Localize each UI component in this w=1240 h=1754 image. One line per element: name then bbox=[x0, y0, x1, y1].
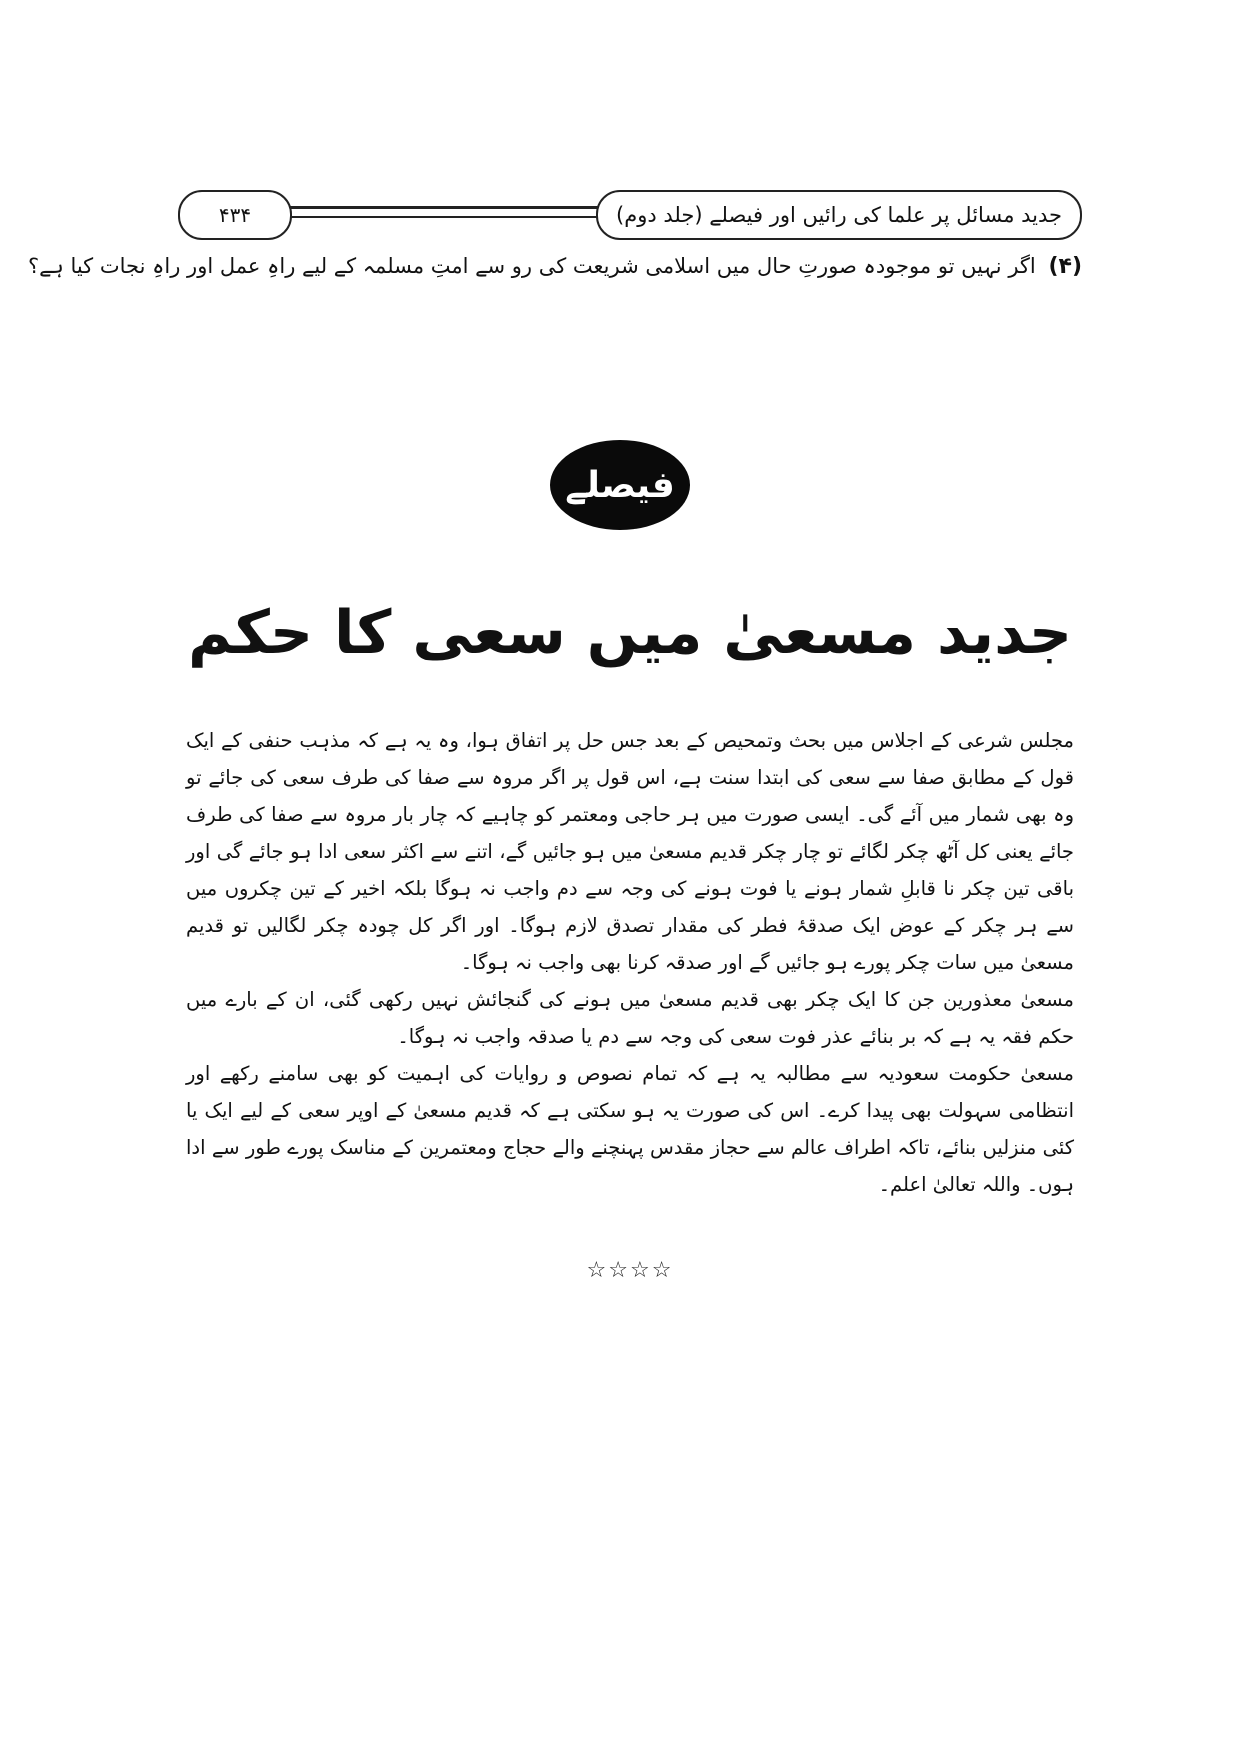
page-number-frame bbox=[178, 190, 292, 240]
body-text bbox=[186, 722, 1074, 1203]
question-number: (۴) bbox=[1048, 254, 1082, 279]
header-title: جدید مسائل پر علما کی رائیں اور فیصلے (جلد دوم) bbox=[616, 203, 1062, 227]
running-header bbox=[178, 190, 1082, 242]
question-text: اگر نہیں تو موجودہ صورتِ حال میں اسلامی شریعت کی رو سے امتِ مسلمہ کے لیے راہِ عمل اور راہِ نجات کیا ہے؟ bbox=[28, 254, 1036, 278]
paragraph-1: مجلس شرعی کے اجلاس میں بحث وتمحیص کے بعد جس حل پر اتفاق ہوا، وہ یہ ہے کہ مذہب حنفی کے ایک قول کے مطابق صفا سے سعی کی ابتدا سنت ہے، اس قول پر اگر مروہ سے صفا کی طرف سعی کی جائے تو وہ بھی شمار میں آئے گی۔ ایسی صورت میں ہر حاجی ومعتمر کو چاہیے کہ چار بار مروہ سے صفا کی طرف جائے یعنی کل آٹھ چکر لگائے تو چار چکر قدیم مسعیٰ میں ہو جائیں گے، اتنے سے اکثر سعی ادا ہو جائے گی اور باقی تین چکر نا قابلِ شمار ہونے یا فوت ہونے کی وجہ سے دم واجب نہ ہوگا بلکہ اخیر کے تین چکروں میں سے ہر چکر کے عوض ایک صدقۂ فطر کی مقدار تصدق لازم ہوگا۔ اور اگر کل چودہ چکر لگالیں تو قدیم مسعیٰ میں سات چکر پورے ہو جائیں گے اور صدقہ کرنا بھی واجب نہ ہوگا۔ bbox=[186, 729, 1074, 974]
section-badge bbox=[550, 440, 690, 530]
page-title: جدید مسعیٰ میں سعی کا حکم bbox=[187, 598, 1073, 668]
section-end-stars: ☆☆☆☆ bbox=[586, 1258, 674, 1283]
page-number: ۴۳۴ bbox=[218, 203, 252, 227]
header-title-frame bbox=[596, 190, 1082, 240]
paragraph-3: مسعیٰ حکومت سعودیہ سے مطالبہ یہ ہے کہ تمام نصوص و روایات کی اہمیت کو بھی سامنے رکھے اور انتظامی سہولت بھی پیدا کرے۔ اس کی صورت یہ ہو سکتی ہے کہ قدیم مسعیٰ کے اوپر سعی کے لیے ایک یا کئی منزلیں بنائے، تاکہ اطراف عالم سے حجاز مقدس پہنچنے والے حجاج ومعتمرین کے مناسک پورے طور سے ادا ہوں۔ واللہ تعالیٰ اعلم۔ bbox=[186, 1062, 1074, 1196]
section-badge-label: فیصلے bbox=[565, 464, 675, 506]
paragraph-2: مسعیٰ معذورین جن کا ایک چکر بھی قدیم مسعیٰ میں ہونے کی گنجائش نہیں رکھی گئی، ان کے بارے میں حکم فقہ یہ ہے کہ بر بنائے عذر فوت سعی کی وجہ سے دم یا صدقہ واجب نہ ہوگا۔ bbox=[186, 988, 1074, 1048]
question-line bbox=[28, 250, 1082, 283]
